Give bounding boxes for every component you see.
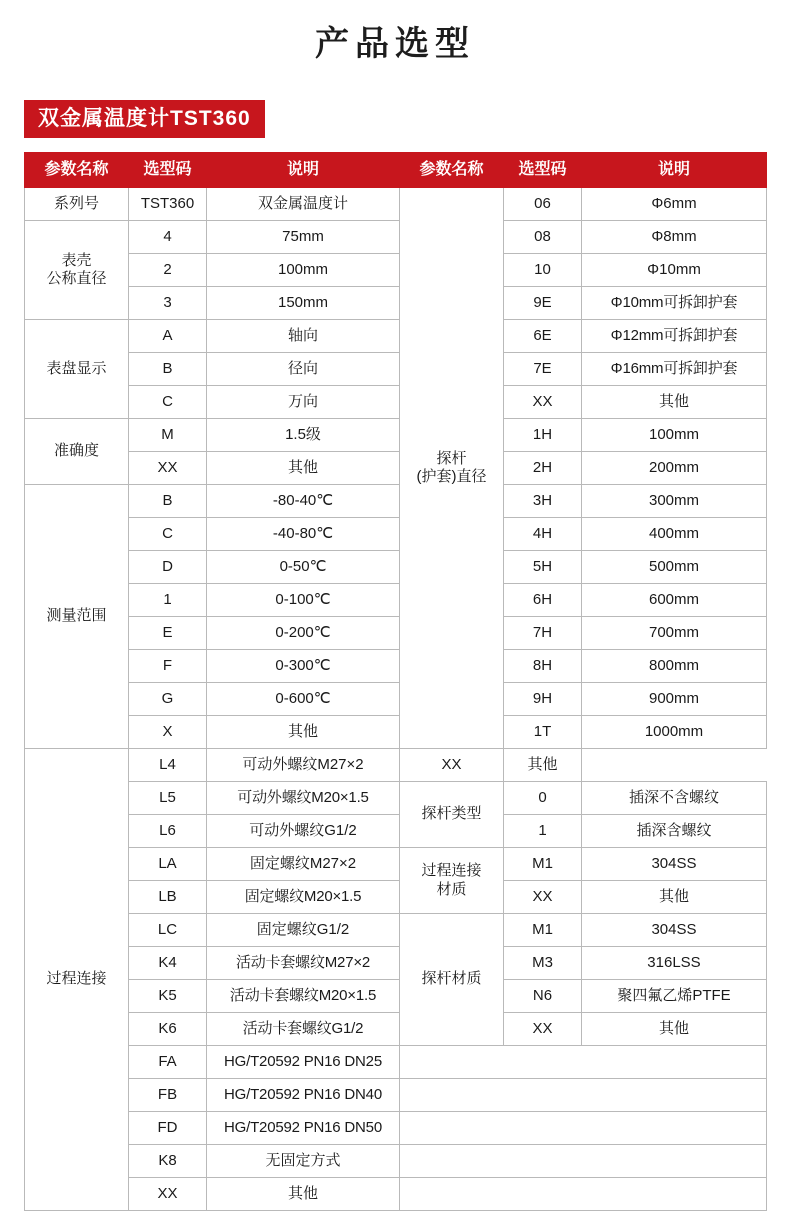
desc-cell: 固定螺纹M27×2 [207,848,400,881]
code-cell: FA [129,1046,207,1079]
row-label-dial-display: 表盘显示 [25,320,129,419]
table-body [25,188,767,1211]
row-label-probe-diameter [400,188,504,749]
header-code-left: 选型码 [129,153,207,188]
code-cell: G [129,683,207,716]
code-cell: 9H [504,683,582,716]
desc-cell: 径向 [207,353,400,386]
table-row [25,254,767,287]
table-row [25,1046,767,1079]
table-row [25,1079,767,1112]
table-row [25,188,767,221]
model-banner: 双金属温度计TST360 [24,100,265,138]
code-cell: XX [129,452,207,485]
table-row [25,848,767,881]
code-cell: 08 [504,221,582,254]
desc-cell: 无固定方式 [207,1145,400,1178]
table-row [25,287,767,320]
desc-cell: 其他 [504,749,582,782]
empty-cell [400,1046,767,1079]
code-cell: XX [504,881,582,914]
code-cell: M1 [504,848,582,881]
table-row [25,419,767,452]
desc-cell: 700mm [582,617,767,650]
table-row [25,584,767,617]
code-cell: B [129,353,207,386]
desc-cell: 聚四氟乙烯PTFE [582,980,767,1013]
table-row [25,815,767,848]
desc-cell: 0-50℃ [207,551,400,584]
table-row [25,881,767,914]
code-cell: 3 [129,287,207,320]
desc-cell: 600mm [582,584,767,617]
table-row [25,320,767,353]
table-row [25,518,767,551]
desc-cell: 300mm [582,485,767,518]
empty-cell [400,1178,767,1211]
code-cell: L5 [129,782,207,815]
table-row [25,1013,767,1046]
product-selection-page [0,22,790,1220]
row-label-case-diameter-line2: 公称直径 [46,270,107,288]
code-cell: A [129,320,207,353]
desc-cell: 可动外螺纹M27×2 [207,749,400,782]
desc-cell: 100mm [207,254,400,287]
code-cell: 06 [504,188,582,221]
code-cell: XX [504,1013,582,1046]
table-row [25,650,767,683]
desc-cell: 其他 [582,1013,767,1046]
desc-cell: 200mm [582,452,767,485]
table-row [25,1112,767,1145]
table-row [25,452,767,485]
header-code-right: 选型码 [504,153,582,188]
code-cell: L4 [129,749,207,782]
desc-cell: 0-600℃ [207,683,400,716]
row-label-process-connection-material-line1: 过程连接 [421,862,482,880]
code-cell: 1 [129,584,207,617]
code-cell: M3 [504,947,582,980]
code-cell: K5 [129,980,207,1013]
desc-cell: 可动外螺纹G1/2 [207,815,400,848]
row-label-case-diameter [25,221,129,320]
desc-cell: HG/T20592 PN16 DN25 [207,1046,400,1079]
desc-cell: 316LSS [582,947,767,980]
table-row [25,617,767,650]
code-cell: XX [400,749,504,782]
desc-cell: 1000mm [582,716,767,749]
desc-cell: 304SS [582,848,767,881]
desc-cell: 900mm [582,683,767,716]
desc-cell: 0-200℃ [207,617,400,650]
table-row [25,914,767,947]
code-cell: XX [504,386,582,419]
desc-cell: 其他 [207,1178,400,1211]
desc-cell: 活动卡套螺纹M27×2 [207,947,400,980]
code-cell: 10 [504,254,582,287]
code-cell: F [129,650,207,683]
code-cell: 9E [504,287,582,320]
code-cell: 2 [129,254,207,287]
table-row [25,980,767,1013]
code-cell: 4 [129,221,207,254]
selection-code-table [24,152,767,1211]
code-cell: LC [129,914,207,947]
row-label-measuring-range: 测量范围 [25,485,129,749]
desc-cell: 轴向 [207,320,400,353]
desc-cell: Φ16mm可拆卸护套 [582,353,767,386]
code-cell: E [129,617,207,650]
desc-cell: 固定螺纹G1/2 [207,914,400,947]
desc-cell: 双金属温度计 [207,188,400,221]
code-cell: M [129,419,207,452]
code-cell: D [129,551,207,584]
row-label-process-connection-material [400,848,504,914]
desc-cell: 插深不含螺纹 [582,782,767,815]
code-cell: C [129,518,207,551]
row-label-probe-diameter-line2: (护套)直径 [416,468,487,486]
code-cell: 7H [504,617,582,650]
code-cell: 3H [504,485,582,518]
desc-cell: -80-40℃ [207,485,400,518]
table-row [25,1178,767,1211]
code-cell: C [129,386,207,419]
header-param-name-right: 参数名称 [400,153,504,188]
table-row [25,551,767,584]
desc-cell: -40-80℃ [207,518,400,551]
desc-cell: 固定螺纹M20×1.5 [207,881,400,914]
desc-cell: 100mm [582,419,767,452]
desc-cell: 500mm [582,551,767,584]
row-label-case-diameter-line1: 表壳 [61,251,92,269]
code-cell: K4 [129,947,207,980]
desc-cell: 400mm [582,518,767,551]
row-label-series: 系列号 [25,188,129,221]
code-cell: 2H [504,452,582,485]
code-cell: 1 [504,815,582,848]
code-cell: TST360 [129,188,207,221]
table-row [25,716,767,749]
code-cell: LB [129,881,207,914]
code-cell: 7E [504,353,582,386]
header-param-name-left: 参数名称 [25,153,129,188]
code-cell: 8H [504,650,582,683]
desc-cell: 75mm [207,221,400,254]
code-cell: B [129,485,207,518]
table-row [25,221,767,254]
code-cell: 1H [504,419,582,452]
table-header-row [25,153,767,188]
desc-cell: Φ10mm [582,254,767,287]
code-cell: LA [129,848,207,881]
desc-cell: HG/T20592 PN16 DN50 [207,1112,400,1145]
table-row [25,353,767,386]
desc-cell: 1.5级 [207,419,400,452]
code-cell: M1 [504,914,582,947]
code-cell: 1T [504,716,582,749]
row-label-probe-type: 探杆类型 [400,782,504,848]
desc-cell: 活动卡套螺纹M20×1.5 [207,980,400,1013]
code-cell: FD [129,1112,207,1145]
table-row [25,485,767,518]
code-cell: 6H [504,584,582,617]
code-cell: X [129,716,207,749]
desc-cell: 150mm [207,287,400,320]
desc-cell: 其他 [207,716,400,749]
empty-cell [400,1145,767,1178]
desc-cell: 活动卡套螺纹G1/2 [207,1013,400,1046]
desc-cell: Φ10mm可拆卸护套 [582,287,767,320]
code-cell: XX [129,1178,207,1211]
code-cell: 0 [504,782,582,815]
table-row [25,947,767,980]
table-row [25,749,767,782]
row-label-probe-material: 探杆材质 [400,914,504,1046]
desc-cell: 万向 [207,386,400,419]
empty-cell [400,1079,767,1112]
page-title: 产品选型 [315,25,475,63]
desc-cell: HG/T20592 PN16 DN40 [207,1079,400,1112]
desc-cell: 其他 [582,881,767,914]
desc-cell: 800mm [582,650,767,683]
desc-cell: 0-300℃ [207,650,400,683]
desc-cell: 其他 [582,386,767,419]
header-desc-right: 说明 [582,153,767,188]
desc-cell: 插深含螺纹 [582,815,767,848]
code-cell: K6 [129,1013,207,1046]
table-row [25,683,767,716]
table-row [25,1145,767,1178]
header-desc-left: 说明 [207,153,400,188]
empty-cell [400,1112,767,1145]
table-header [25,153,767,188]
code-cell: N6 [504,980,582,1013]
row-label-accuracy: 准确度 [25,419,129,485]
code-cell: L6 [129,815,207,848]
code-cell: 5H [504,551,582,584]
code-cell: 6E [504,320,582,353]
desc-cell: Φ8mm [582,221,767,254]
row-label-process-connection-material-line2: 材质 [436,880,467,898]
desc-cell: 可动外螺纹M20×1.5 [207,782,400,815]
code-cell: FB [129,1079,207,1112]
desc-cell: Φ6mm [582,188,767,221]
row-label-process-connection: 过程连接 [25,749,129,1211]
code-cell: K8 [129,1145,207,1178]
desc-cell: 0-100℃ [207,584,400,617]
code-cell: 4H [504,518,582,551]
table-row [25,782,767,815]
desc-cell: Φ12mm可拆卸护套 [582,320,767,353]
table-row [25,386,767,419]
row-label-probe-diameter-line1: 探杆 [436,449,467,467]
desc-cell: 304SS [582,914,767,947]
desc-cell: 其他 [207,452,400,485]
